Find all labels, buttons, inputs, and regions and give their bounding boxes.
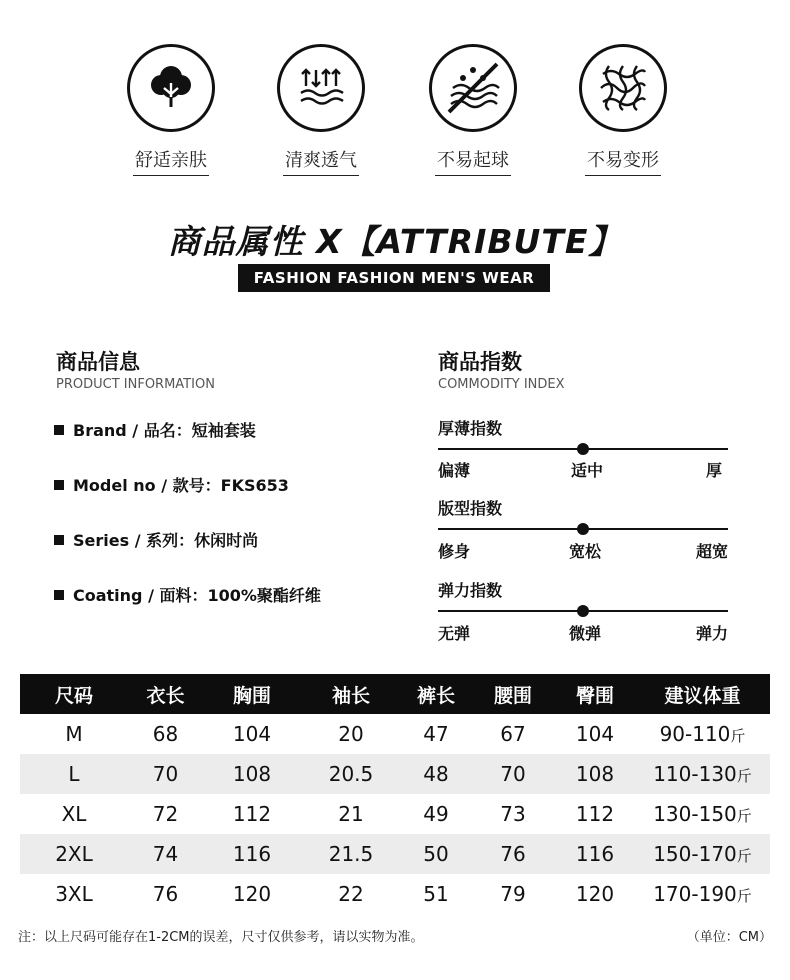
weight-unit: 斤 (736, 807, 752, 825)
size-cell: L (20, 754, 128, 794)
table-cell: 150-170斤 (635, 834, 770, 874)
table-cell: 112 (575, 802, 615, 826)
unit-note: （单位：CM） (686, 930, 772, 945)
feature-label: 不易变形 (585, 146, 661, 176)
header-sleeve: 袖长 (301, 674, 401, 714)
header-waist: 腰围 (471, 674, 555, 714)
table-cell: 110-130斤 (635, 754, 770, 794)
bullet-square (54, 425, 64, 435)
table-cell: 112 (232, 802, 272, 826)
index-fit-title: 版型指数 (438, 499, 503, 518)
table-cell: 48 (401, 754, 471, 794)
table-cell: 76 (152, 882, 179, 906)
table-cell: 73 (500, 802, 526, 826)
table-cell: 120 (232, 882, 272, 906)
table-cell: 90-110斤 (659, 722, 746, 746)
header-weight: 建议体重 (635, 674, 770, 714)
table-cell: 74 (128, 834, 203, 874)
table-cell: 104 (575, 722, 615, 746)
feature-icons (0, 44, 790, 184)
table-cell: 47 (423, 722, 449, 746)
bullet-square (54, 590, 64, 600)
info-text: Series / 系列：休闲时尚 (73, 531, 259, 550)
index-thickness-marker (577, 443, 589, 455)
table-row (20, 714, 770, 754)
table-cell: 70 (471, 754, 555, 794)
page-title: 商品属性 X【ATTRIBUTE】 (167, 222, 623, 261)
size-cell: M (65, 722, 83, 746)
index-label-high: 超宽 (696, 542, 729, 561)
weight-unit: 斤 (730, 727, 746, 745)
table-cell: 120 (575, 882, 615, 906)
feature-no-pilling (418, 44, 528, 176)
table-cell: 170-190斤 (653, 882, 752, 906)
index-label-high: 弹力 (696, 624, 729, 643)
size-cell: 3XL (55, 882, 93, 906)
table-cell: 20.5 (301, 754, 401, 794)
table-row (20, 834, 770, 874)
size-table (20, 674, 770, 914)
header-hip: 臀围 (555, 674, 635, 714)
table-header-row (20, 674, 770, 714)
table-cell: 67 (500, 722, 526, 746)
table-cell: 51 (423, 882, 449, 906)
table-cell: 108 (203, 754, 301, 794)
table-cell: 116 (555, 834, 635, 874)
feature-no-deform (568, 44, 678, 176)
feature-label: 不易起球 (435, 146, 511, 176)
size-cell: 2XL (20, 834, 128, 874)
header-size: 尺码 (20, 674, 128, 714)
size-cell: XL (61, 802, 87, 826)
header-length: 衣长 (128, 674, 203, 714)
commodity-index-subtitle: COMMODITY INDEX (438, 377, 565, 392)
table-cell: 116 (203, 834, 301, 874)
table-row (20, 794, 770, 834)
size-table-body (20, 714, 770, 914)
index-label-mid: 宽松 (569, 542, 602, 561)
weight-unit: 斤 (736, 847, 752, 865)
table-cell: 20 (338, 722, 364, 746)
no-deform-icon (579, 44, 667, 132)
footer-note: 注：以上尺码可能存在1-2CM的误差，尺寸仅供参考，请以实物为准。 (18, 930, 424, 945)
index-label-low: 无弹 (438, 624, 471, 643)
product-info-subtitle: PRODUCT INFORMATION (56, 377, 215, 392)
index-label-low: 修身 (438, 542, 471, 561)
index-fit-marker (577, 523, 589, 535)
table-cell: 22 (338, 882, 364, 906)
index-elasticity-marker (577, 605, 589, 617)
bullet-square (54, 535, 64, 545)
table-cell: 68 (152, 722, 179, 746)
bullet-square (54, 480, 64, 490)
feature-label: 舒适亲肤 (133, 146, 209, 176)
table-cell: 21 (338, 802, 364, 826)
table-cell: 50 (401, 834, 471, 874)
table-cell: 21.5 (301, 834, 401, 874)
no-pilling-icon (429, 44, 517, 132)
index-thickness-title: 厚薄指数 (438, 419, 503, 438)
table-cell: 130-150斤 (653, 802, 752, 826)
header-pants-length: 裤长 (401, 674, 471, 714)
info-row-series (54, 528, 258, 551)
info-row-model (54, 473, 289, 496)
subtitle-bar: FASHION FASHION MEN'S WEAR (238, 264, 550, 292)
index-label-mid: 适中 (571, 461, 604, 480)
index-label-low: 偏薄 (438, 461, 471, 480)
weight-unit: 斤 (736, 767, 752, 785)
table-cell: 76 (471, 834, 555, 874)
weight-unit: 斤 (736, 887, 752, 905)
feature-label: 清爽透气 (283, 146, 359, 176)
cotton-icon (127, 44, 215, 132)
feature-breathable (266, 44, 376, 176)
info-text: Model no / 款号：FKS653 (73, 476, 289, 495)
table-cell: 49 (423, 802, 449, 826)
table-cell: 104 (232, 722, 272, 746)
table-cell: 70 (128, 754, 203, 794)
index-elasticity-title: 弹力指数 (438, 581, 503, 600)
index-label-mid: 微弹 (569, 624, 602, 643)
header-chest: 胸围 (203, 674, 301, 714)
index-label-high: 厚 (706, 461, 723, 480)
info-row-coating (54, 583, 321, 606)
info-row-brand (54, 418, 256, 441)
commodity-index-title: 商品指数 (438, 350, 522, 374)
breathable-icon (277, 44, 365, 132)
table-row (20, 874, 770, 914)
table-cell: 79 (500, 882, 526, 906)
info-text: Coating / 面料：100%聚酯纤维 (73, 586, 321, 605)
info-text: Brand / 品名：短袖套装 (73, 421, 256, 440)
product-info-title: 商品信息 (56, 350, 140, 374)
table-cell: 108 (555, 754, 635, 794)
table-row (20, 754, 770, 794)
feature-comfortable (116, 44, 226, 176)
table-cell: 72 (152, 802, 179, 826)
